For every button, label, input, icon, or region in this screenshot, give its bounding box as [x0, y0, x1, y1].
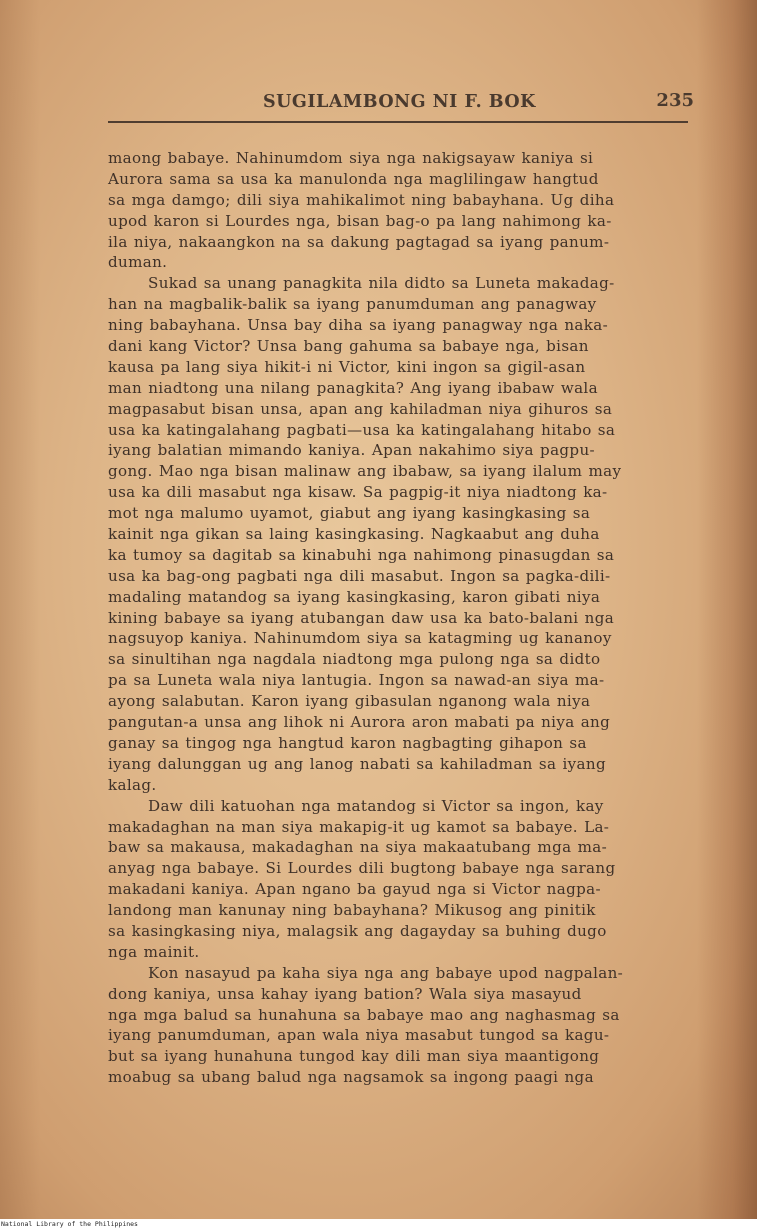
text-line: makadani kaniya. Apan ngano ba gayud nga si Victor nagpa-	[108, 880, 601, 899]
text-line: kausa pa lang siya hikit-i ni Victor, kini ingon sa gigil-asan	[108, 357, 586, 376]
text-line: baw sa makausa, makadaghan na siya makaatubang mga ma-	[108, 838, 608, 857]
text-line: man niadtong una nilang panagkita? Ang iyang ibabaw wala	[108, 378, 598, 397]
text-line: ayong salabutan. Karon iyang gibasulan nganong wala niya	[108, 692, 591, 711]
page-number: 235	[656, 90, 694, 111]
text-line: sa kasingkasing niya, malagsik ang dagayday sa buhing dugo	[108, 921, 607, 940]
text-line: Daw dili katuohan nga matandog si Victor sa ingon, kay	[148, 796, 604, 815]
body-text	[108, 148, 695, 1088]
text-line: mot nga malumo uyamot, giabut ang iyang kasingkasing sa	[108, 504, 591, 523]
text-line: han na magbalik-balik sa iyang panumduman ang panagway	[108, 295, 597, 314]
text-line: Sukad sa unang panagkita nila didto sa Luneta makadag-	[148, 274, 615, 293]
text-line: ila niya, nakaangkon na sa dakung pagtagad sa iyang panum-	[108, 232, 610, 251]
text-line: nga mga balud sa hunahuna sa babaye mao ang naghasmag sa	[108, 1005, 620, 1024]
page-shadow-right	[697, 0, 757, 1219]
text-line: iyang panumduman, apan wala niya masabut tungod sa kagu-	[108, 1026, 610, 1045]
text-line: moabug sa ubang balud nga nagsamok sa ingong paagi nga	[108, 1068, 594, 1087]
text-line: pangutan-a unsa ang lihok ni Aurora aron mabati pa niya ang	[108, 713, 611, 732]
running-header	[108, 88, 698, 118]
text-line: iyang balatian mimando kaniya. Apan nakahimo siya pagpu-	[108, 441, 595, 460]
text-line: but sa iyang hunahuna tungod kay dili man siya maantigong	[108, 1047, 600, 1066]
text-line: duman.	[108, 253, 168, 272]
text-line: madaling matandog sa iyang kasingkasing, karon gibati niya	[108, 587, 601, 606]
text-line: iyang dalunggan ug ang lanog nabati sa kahiladman sa iyang	[108, 754, 606, 773]
text-line: sa mga damgo; dili siya mahikalimot ning babayhana. Ug diha	[108, 190, 615, 209]
text-line: Aurora sama sa usa ka manulonda nga maglilingaw hangtud	[108, 169, 599, 188]
text-line: kalag.	[108, 775, 157, 794]
text-line: magpasabut bisan unsa, apan ang kahiladman niya gihuros sa	[108, 399, 613, 418]
text-line: makadaghan na man siya makapig-it ug kamot sa babaye. La-	[108, 817, 610, 836]
header-rule	[108, 121, 688, 123]
library-credit: National Library of the Philippines	[1, 1220, 138, 1228]
text-line: ning babayhana. Unsa bay diha sa iyang panagway nga naka-	[108, 316, 609, 335]
text-line: usa ka bag-ong pagbati nga dili masabut. Ingon sa pagka-dili-	[108, 566, 611, 585]
text-line: kining babaye sa iyang atubangan daw usa ka bato-balani nga	[108, 608, 615, 627]
text-line: nga mainit.	[108, 942, 200, 961]
text-line: kainit nga gikan sa laing kasingkasing. Nagkaabut ang duha	[108, 525, 600, 544]
text-line: sa sinultihan nga nagdala niadtong mga pulong nga sa didto	[108, 650, 601, 669]
running-title: SUGILAMBONG NI F. BOK	[263, 92, 536, 112]
text-line: anyag nga babaye. Si Lourdes dili bugtong babaye nga sarang	[108, 859, 616, 878]
text-line: ka tumoy sa dagitab sa kinabuhi nga nahimong pinasugdan sa	[108, 545, 615, 564]
text-line: ganay sa tingog nga hangtud karon nagbagting gihapon sa	[108, 733, 587, 752]
page-shadow-left	[0, 0, 40, 1219]
text-line: dani kang Victor? Unsa bang gahuma sa babaye nga, bisan	[108, 337, 589, 356]
text-line: maong babaye. Nahinumdom siya nga nakigsayaw kaniya si	[108, 149, 594, 167]
text-line: gong. Mao nga bisan malinaw ang ibabaw, sa iyang ilalum may	[108, 462, 622, 481]
text-line: usa ka katingalahang pagbati—usa ka katingalahang hitabo sa	[108, 420, 616, 439]
text-line: usa ka dili masabut nga kisaw. Sa pagpig-it niya niadtong ka-	[108, 483, 608, 502]
text-line: landong man kanunay ning babayhana? Mikusog ang pinitik	[108, 901, 596, 920]
text-line: pa sa Luneta wala niya lantugia. Ingon sa nawad-an siya ma-	[108, 671, 605, 690]
text-line: Kon nasayud pa kaha siya nga ang babaye upod nagpalan-	[148, 963, 624, 982]
text-line: nagsuyop kaniya. Nahinumdom siya sa katagming ug kananoy	[108, 629, 612, 648]
text-line: upod karon si Lourdes nga, bisan bag-o pa lang nahimong ka-	[108, 211, 612, 230]
text-line: dong kaniya, unsa kahay iyang bation? Wala siya masayud	[108, 984, 582, 1003]
